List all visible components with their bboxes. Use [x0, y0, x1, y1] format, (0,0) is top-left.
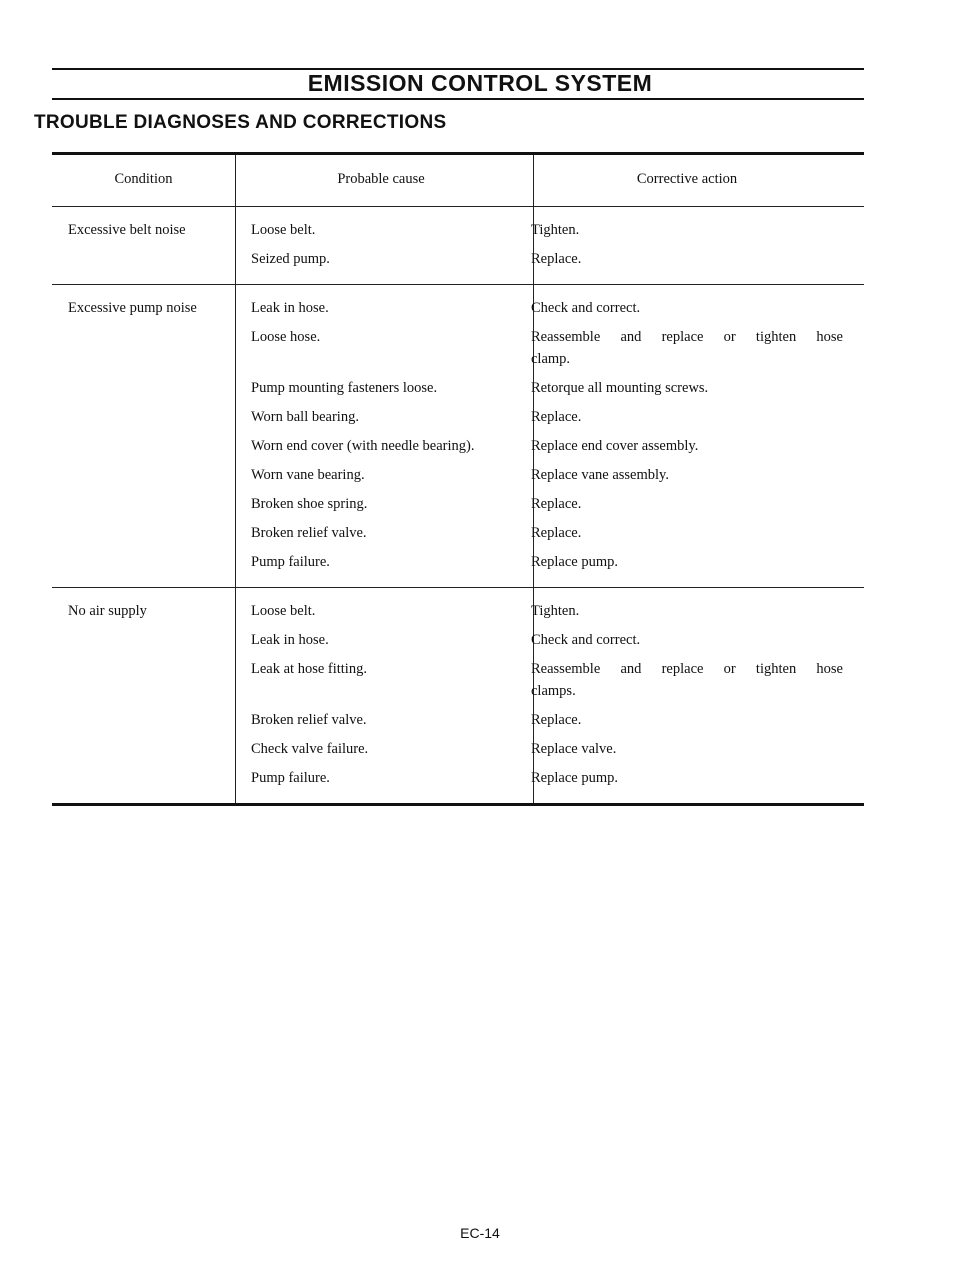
- cause-text: Broken relief valve.: [251, 712, 367, 728]
- cause-text: Check valve failure.: [251, 741, 369, 757]
- diagnosis-table: [52, 152, 864, 806]
- cause-text: Loose belt.: [251, 222, 316, 238]
- action-text: Tighten.: [531, 222, 580, 238]
- action-text: Replace.: [531, 712, 582, 728]
- cause-text: Loose belt.: [251, 603, 316, 619]
- table-group: [52, 285, 864, 587]
- action-text: Replace.: [531, 251, 582, 267]
- table-header-row: [52, 155, 864, 206]
- cause-text: Worn end cover (with needle bearing).: [251, 438, 475, 454]
- cause-text: Worn vane bearing.: [251, 467, 365, 483]
- table-bottom-rule: [52, 803, 864, 806]
- page-subtitle: TROUBLE DIAGNOSES AND CORRECTIONS: [34, 112, 447, 133]
- action-text: Replace vane assembly.: [531, 467, 669, 483]
- page-number: EC-14: [460, 1225, 500, 1241]
- action-text: Retorque all mounting screws.: [531, 380, 709, 396]
- cause-text: Pump failure.: [251, 554, 330, 570]
- cause-text: Pump failure.: [251, 770, 330, 786]
- action-text: clamps.: [531, 683, 576, 699]
- condition-text: Excessive pump noise: [68, 300, 197, 316]
- action-text: Replace.: [531, 496, 582, 512]
- table-group: [52, 588, 864, 803]
- action-text: Replace valve.: [531, 741, 617, 757]
- action-text: Replace end cover assembly.: [531, 438, 699, 454]
- cause-text: Seized pump.: [251, 251, 330, 267]
- cause-text: Leak in hose.: [251, 632, 329, 648]
- action-text: Replace.: [531, 525, 582, 541]
- table-group: [52, 207, 864, 284]
- section-title: EMISSION CONTROL SYSTEM: [307, 70, 653, 96]
- action-text: clamp.: [531, 351, 571, 367]
- action-text: Check and correct.: [531, 300, 641, 316]
- column-header: Corrective action: [636, 171, 738, 187]
- action-text: Check and correct.: [531, 632, 641, 648]
- cause-text: Leak in hose.: [251, 300, 329, 316]
- cause-text: Broken relief valve.: [251, 525, 367, 541]
- action-text: Reassemble and replace or tighten hose: [531, 329, 843, 345]
- cause-text: Pump mounting fasteners loose.: [251, 380, 438, 396]
- cause-text: Broken shoe spring.: [251, 496, 368, 512]
- column-divider: [235, 155, 236, 206]
- column-divider: [235, 588, 236, 803]
- cause-text: Worn ball bearing.: [251, 409, 359, 425]
- action-text: Replace pump.: [531, 770, 618, 786]
- action-text: Reassemble and replace or tighten hose: [531, 661, 843, 677]
- condition-text: Excessive belt noise: [68, 222, 186, 238]
- action-text: Replace pump.: [531, 554, 618, 570]
- column-divider: [235, 207, 236, 284]
- column-header: Probable cause: [337, 171, 425, 187]
- column-header: Condition: [114, 171, 173, 187]
- condition-text: No air supply: [68, 603, 147, 619]
- header-rule-bottom: [52, 98, 864, 100]
- action-text: Replace.: [531, 409, 582, 425]
- cause-text: Loose hose.: [251, 329, 321, 345]
- action-text: Tighten.: [531, 603, 580, 619]
- column-divider: [235, 285, 236, 587]
- cause-text: Leak at hose fitting.: [251, 661, 367, 677]
